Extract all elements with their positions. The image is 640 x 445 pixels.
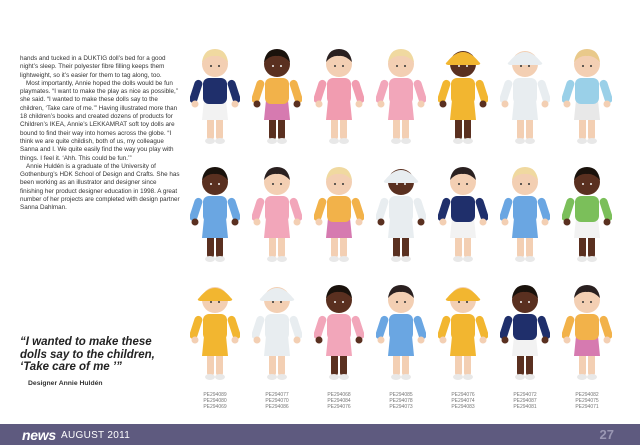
article-number: PE294076 (451, 392, 475, 398)
doll-row-3 (190, 278, 630, 390)
doll-figure (190, 278, 240, 383)
doll-row-1 (190, 42, 630, 154)
doll-illustration (314, 42, 364, 147)
issue-date: AUGUST 2011 (61, 430, 131, 441)
article-number: PE294078 (389, 398, 413, 404)
quote-credit: Designer Annie Huldén (28, 380, 103, 387)
doll-figure (376, 160, 426, 265)
article-number-group (376, 392, 426, 410)
article-number-group (438, 392, 488, 410)
doll-illustration (190, 278, 240, 383)
doll-illustration (438, 278, 488, 383)
doll-figure (314, 42, 364, 147)
article-number: PE294087 (513, 398, 537, 404)
article-number: PE294085 (389, 392, 413, 398)
article-number: PE294080 (203, 398, 227, 404)
doll-illustration (314, 278, 364, 383)
doll-figure (562, 278, 612, 383)
doll-illustration (438, 42, 488, 147)
doll-illustration (190, 42, 240, 147)
doll-illustration (252, 278, 302, 383)
doll-figure (438, 42, 488, 147)
article-number: PE294071 (575, 404, 599, 410)
doll-figure (500, 160, 550, 265)
doll-illustration (562, 278, 612, 383)
article-number: PE294089 (203, 392, 227, 398)
article-number: PE294082 (575, 392, 599, 398)
doll-figure (190, 42, 240, 147)
article-body (20, 55, 180, 213)
article-number-group (562, 392, 612, 410)
pull-quote: “I wanted to make these dolls say to the children, ‘Take care of me ’” (20, 336, 155, 373)
article-number: PE294072 (513, 392, 537, 398)
article-number-group (252, 392, 302, 410)
doll-figure (376, 278, 426, 383)
doll-figure (500, 278, 550, 383)
article-number: PE294081 (513, 404, 537, 410)
article-number: PE294073 (389, 404, 413, 410)
doll-illustration (500, 42, 550, 147)
doll-illustration (190, 160, 240, 265)
article-number: PE294083 (451, 404, 475, 410)
article-number-group (314, 392, 364, 410)
doll-figure (314, 160, 364, 265)
doll-illustration (252, 42, 302, 147)
doll-illustration (252, 160, 302, 265)
article-paragraph-3: Annie Huldén is a graduate of the University of Gothenburg’s HDK School of Design and Crafts. She has been working as an illustrator and designer since finishing her product designer education in 1998. A great number of her projects are completed with design partner Sanna Dahlman. (20, 162, 180, 212)
doll-illustration (376, 42, 426, 147)
doll-figure (562, 160, 612, 265)
doll-figure (438, 160, 488, 265)
article-number: PE294074 (451, 398, 475, 404)
article-paragraph-1: hands and tucked in a DUKTIG doll’s bed for a good night’s sleep. Their polyester fibre filling keeps them lightweight, so it’s easier for them to tag along, too. (20, 55, 166, 79)
doll-figure (252, 160, 302, 265)
doll-figure (252, 278, 302, 383)
doll-illustration (376, 160, 426, 265)
page-number: 27 (599, 427, 614, 442)
magazine-brand: news (22, 427, 56, 443)
doll-figure (500, 42, 550, 147)
article-number: PE294077 (265, 392, 289, 398)
article-number: PE294086 (265, 404, 289, 410)
article-number-group (500, 392, 550, 410)
doll-figure (314, 278, 364, 383)
doll-illustration (500, 278, 550, 383)
doll-figure (562, 42, 612, 147)
article-number: PE294075 (575, 398, 599, 404)
page-footer (0, 424, 640, 445)
article-number-group (190, 392, 240, 410)
article-number: PE294069 (203, 404, 227, 410)
doll-illustration (500, 160, 550, 265)
doll-figure (190, 160, 240, 265)
doll-figure (376, 42, 426, 147)
doll-figure (252, 42, 302, 147)
article-number: PE294068 (327, 392, 351, 398)
article-number: PE294076 (327, 404, 351, 410)
doll-illustration (376, 278, 426, 383)
article-number: PE294070 (265, 398, 289, 404)
doll-illustration (314, 160, 364, 265)
doll-row-2 (190, 160, 630, 272)
doll-figure (438, 278, 488, 383)
doll-illustration (438, 160, 488, 265)
article-paragraph-2: Most importantly, Annie hoped the dolls would be fun playmates. “I want to make the play as nice as possible,” she said. “I wanted to make these dolls say to the children, ‘Take care of me.’” Having illustrated more than 18 children’s books and created dozens of products for Children’s IKEA, Annie’s LEKKAMRAT soft toy dolls are bound to find their way into homes across the globe. “I think we are quite childish, both of us, my colleague Sanna and I. We quite easily find the way you play with things. I feel it. ‘Ahh. This could be fun.’” (20, 79, 178, 162)
article-number: PE294084 (327, 398, 351, 404)
doll-illustration (562, 160, 612, 265)
article-numbers (190, 392, 630, 414)
doll-illustration (562, 42, 612, 147)
